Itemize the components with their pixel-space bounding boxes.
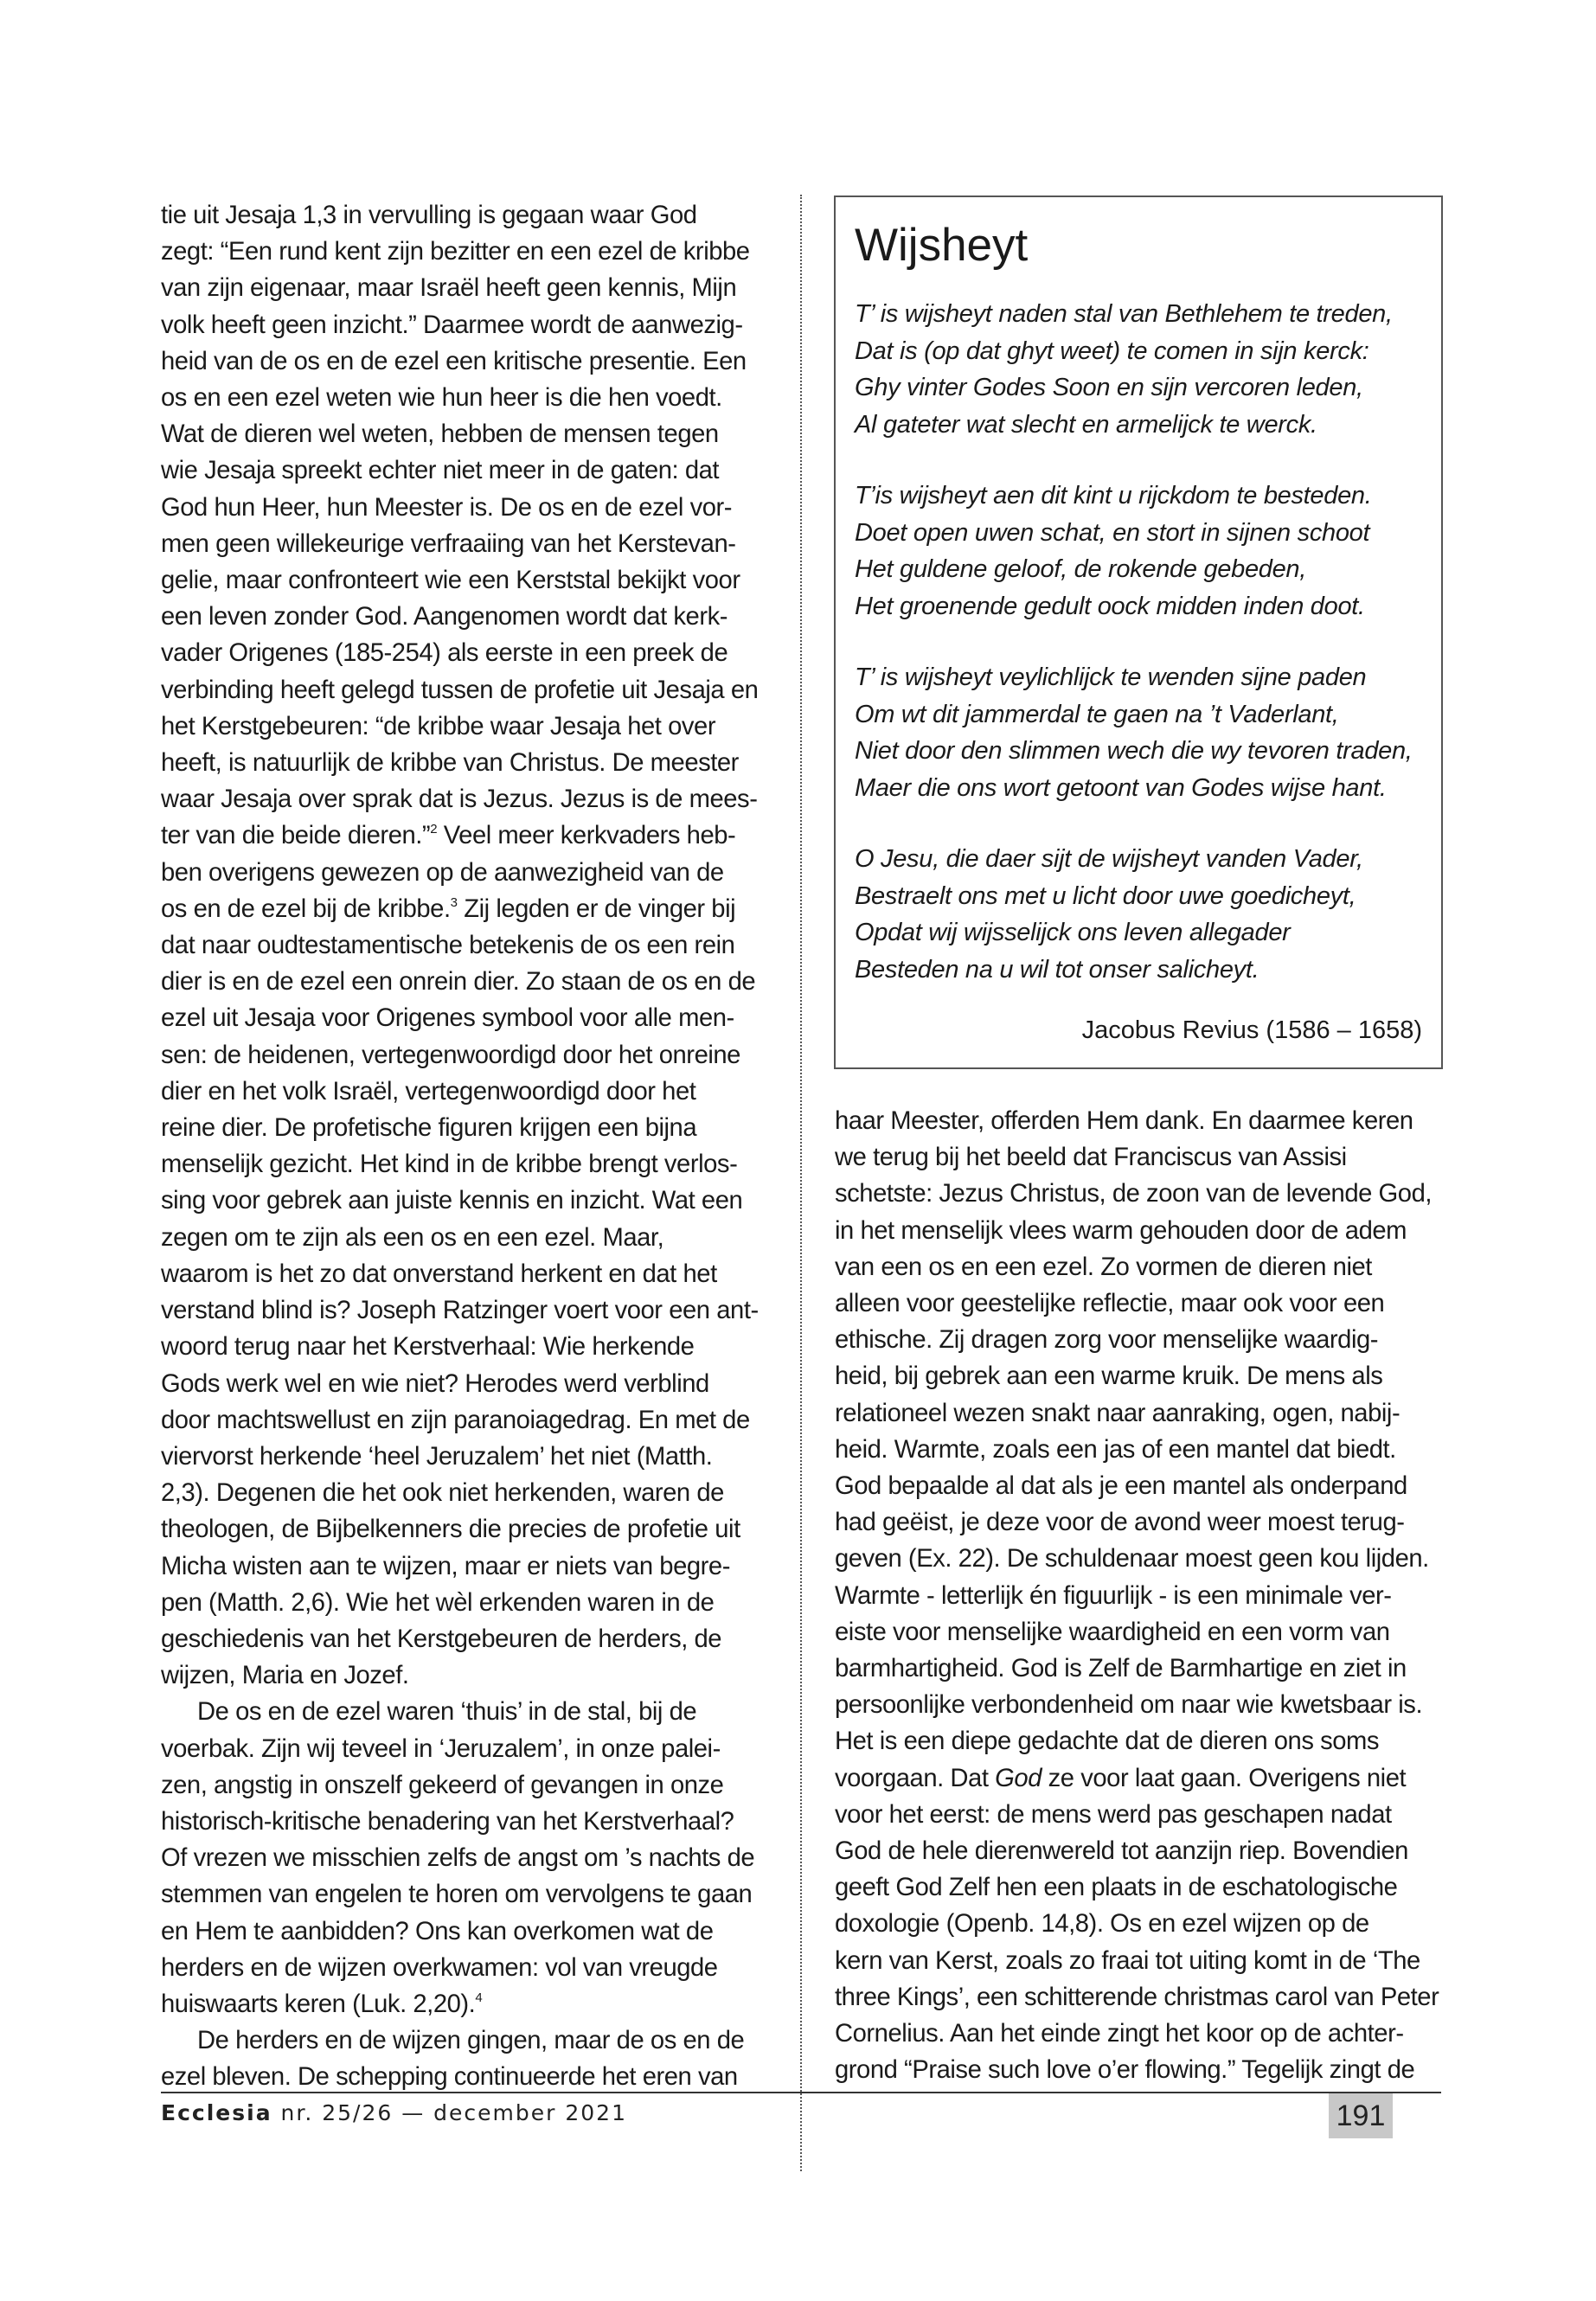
emphasis-god: God	[995, 1764, 1042, 1792]
text-line: barmhartigheid. God is Zelf de Barmhartige en ziet in	[835, 1655, 1407, 1683]
text-line: Gods werk wel en wie niet? Herodes werd verblind	[161, 1369, 709, 1398]
text-line: dat naar oudtestamentische betekenis de os een rein	[161, 932, 735, 960]
text-line: Het is een diepe gedachte dat de dieren ons soms	[835, 1727, 1380, 1756]
text-line: gelie, maar confronteert wie een Kerststal bekijkt voor	[161, 567, 740, 595]
text-line: waar Jesaja over sprak dat is Jezus. Jezus is de mees-	[161, 785, 758, 814]
poem-stanza-1	[855, 296, 1424, 443]
text-line: Maer die ons wort getoont van Godes wijse hant.	[855, 773, 1387, 802]
text-line: God bepaalde al dat als je een mantel als onderpand	[835, 1472, 1407, 1501]
text-line: wijzen, Maria en Jozef.	[161, 1662, 409, 1690]
footnote-ref-4: 4	[475, 1990, 483, 2005]
text-line: Warmte - letterlijk én figuurlijk - is een minimale ver-	[835, 1581, 1392, 1610]
text-line: herders en de wijzen overkwamen: vol van vreugde	[161, 1953, 718, 1982]
text-line: ben overigens gewezen op de aanwezigheid van de	[161, 858, 724, 887]
text-line: woord terug naar het Kerstverhaal: Wie herkende	[161, 1333, 695, 1362]
text-line: huiswaarts keren (Luk. 2,20).$^4$	[161, 1990, 483, 2018]
text-line: Het guldene geloof, de rokende gebeden,	[855, 555, 1307, 583]
text-line: zegt: “Een rund kent zijn bezitter en een ezel de kribbe	[161, 238, 750, 266]
text-line: van een os en een ezel. Zo vormen de dieren niet	[835, 1253, 1372, 1281]
text-line: pen (Matth. 2,6). Wie het wèl erkenden waren in de	[161, 1588, 715, 1617]
column-divider	[800, 195, 802, 2171]
text-line: geven (Ex. 22). De schuldenaar moest geen kou lijden.	[835, 1545, 1429, 1574]
text-line: Al gateter wat slecht en armelijck te werck.	[855, 410, 1317, 439]
text-line: eiste voor menselijke waardigheid en een vorm van	[835, 1618, 1390, 1646]
text-line: stemmen van engelen te horen om vervolgens te gaan	[161, 1881, 753, 1909]
text-line: ezel uit Jesaja voor Origenes symbool voor alle men-	[161, 1004, 734, 1033]
text-line: ezel bleven. De schepping continueerde het eren van	[161, 2063, 738, 2092]
text-line: een leven zonder God. Aangenomen wordt dat kerk-	[161, 603, 727, 631]
text-line: De os en de ezel waren ‘thuis’ in de stal, bij de	[197, 1698, 697, 1727]
poem-stanza-3	[855, 659, 1424, 806]
text-line: Ghy vinter Godes Soon en sijn vercoren leden,	[855, 374, 1363, 401]
text-line: geeft God Zelf hen een plaats in de eschatologische	[835, 1874, 1398, 1902]
text-line: heid, bij gebrek aan een warme kruik. De mens als	[835, 1362, 1383, 1391]
text-line: sen: de heidenen, vertegenwoordigd door het onreine	[161, 1041, 740, 1069]
text-line: Bestraelt ons met u licht door uwe goedicheyt,	[855, 881, 1356, 910]
text-line: menselijk gezicht. Het kind in de kribbe brengt verlos-	[161, 1150, 738, 1179]
text-line: geschiedenis van het Kerstgebeuren de herders, de	[161, 1625, 722, 1653]
issue-info: nr. 25/26 — december 2021	[272, 2100, 627, 2125]
text-line: God hun Heer, hun Meester is. De os en de ezel vor-	[161, 493, 733, 522]
text-line: three Kings’, een schitterende christmas carol van Peter	[835, 1983, 1439, 2011]
text-line: Cornelius. Aan het einde zingt het koor op de achter-	[835, 2020, 1404, 2048]
text-line: in het menselijk vlees warm gehouden door de adem	[835, 1216, 1407, 1245]
text-line: kern van Kerst, zoals zo fraai tot uiting komt in de ‘The	[835, 1946, 1420, 1975]
journal-name: Ecclesia	[161, 2100, 272, 2125]
text-line: Of vrezen we misschien zelfs de angst om ’s nachts de	[161, 1844, 755, 1873]
text-line: we terug bij het beeld dat Franciscus van Assisi	[835, 1144, 1347, 1172]
text-line: verbinding heeft gelegd tussen de profetie uit Jesaja en	[161, 676, 759, 704]
poem-stanza-2	[855, 478, 1424, 625]
poem-stanza-4	[855, 841, 1424, 988]
text-line: reine dier. De profetische figuren krijgen een bijna	[161, 1114, 697, 1143]
text-line: door machtswellust en zijn paranoiagedrag. En met de	[161, 1406, 750, 1434]
text-line: verstand blind is? Joseph Ratzinger voert voor een ant-	[161, 1297, 759, 1325]
text-line: heid van de os en de ezel een kritische presentie. Een	[161, 347, 747, 375]
text-line: God de hele dierenwereld tot aanzijn riep. Bovendien	[835, 1837, 1408, 1866]
left-column	[161, 197, 766, 2096]
text-line: os en de ezel bij de kribbe.$^3$ Zij legden er de vinger bij	[161, 894, 736, 923]
footnote-ref-2: 2	[430, 822, 438, 837]
text-line: O Jesu, die daer sijt de wijsheyt vanden Vader,	[855, 845, 1363, 873]
text-line: zegen om te zijn als een os en een ezel. Maar,	[161, 1223, 664, 1252]
text-line: Om wt dit jammerdal te gaen na ’t Vaderlant,	[855, 700, 1339, 728]
text-line: schetste: Jezus Christus, de zoon van de levende God,	[835, 1180, 1433, 1208]
text-line: Niet door den slimmen wech die wy tevoren traden,	[855, 737, 1413, 765]
text-line: heeft, is natuurlijk de kribbe van Christus. De meester	[161, 749, 739, 778]
text-line: van zijn eigenaar, maar Israël heeft geen kennis, Mijn	[161, 274, 737, 303]
footer-rule	[161, 2092, 1441, 2093]
text-line: zen, angstig in onszelf gekeerd of gevangen in onze	[161, 1771, 724, 1799]
page-number: 191	[1329, 2093, 1393, 2138]
paragraph-3	[161, 2022, 766, 2095]
text-line: 2,3). Degenen die het ook niet herkenden, waren de	[161, 1479, 724, 1508]
text-line: voor het eerst: de mens werd pas geschapen nadat	[835, 1800, 1392, 1829]
text-line: sing voor gebrek aan juiste kennis en inzicht. Wat een	[161, 1187, 743, 1215]
text-line: os en een ezel weten wie hun heer is die hen voedt.	[161, 384, 722, 413]
text-line: T’is wijsheyt aen dit kint u rijckdom te besteden.	[855, 482, 1372, 510]
text-line: T’ is wijsheyt naden stal van Bethlehem te treden,	[855, 300, 1393, 328]
text-line: alleen voor geestelijke reflectie, maar ook voor een	[835, 1290, 1385, 1318]
text-line: ter van die beide dieren.”$^2$ Veel meer kerkvaders heb-	[161, 822, 736, 850]
text-line: en Hem te aanbidden? Ons kan overkomen wat de	[161, 1917, 714, 1945]
text-line: T’ is wijsheyt veylichlijck te wenden sijne paden	[855, 663, 1367, 691]
text-line: dier is en de ezel een onrein dier. Zo staan de os en de	[161, 968, 756, 997]
text-line: haar Meester, offerden Hem dank. En daarmee keren	[835, 1107, 1413, 1135]
poem-attribution: Jacobus Revius (1586 – 1658)	[1081, 1016, 1422, 1044]
poem-box	[834, 195, 1443, 1069]
text-line: waarom is het zo dat onverstand herkent en dat het	[161, 1259, 717, 1288]
paragraph-2	[161, 1694, 766, 2022]
text-line: Doet open uwen schat, en stort in sijnen schoot	[855, 518, 1370, 547]
text-line: grond “Praise such love o’er flowing.” Tegelijk zingt de	[835, 2056, 1415, 2085]
text-line: had geëist, je deze voor de avond weer moest terug-	[835, 1509, 1405, 1537]
text-line: theologen, de Bijbelkenners die precies de profetie uit	[161, 1516, 740, 1544]
text-line: Wat de dieren wel weten, hebben de mensen tegen	[161, 420, 719, 449]
text-line: doxologie (Openb. 14,8). Os en ezel wijzen op de	[835, 1910, 1369, 1939]
text-line: volk heeft geen inzicht.” Daarmee wordt de aanwezig-	[161, 311, 743, 339]
footer-citation	[161, 2100, 627, 2125]
text-line: voorgaan. Dat God ze voor laat gaan. Overigens niet	[835, 1764, 1407, 1792]
text-line: vader Origenes (185-254) als eerste in een preek de	[161, 639, 728, 668]
text-line: De herders en de wijzen gingen, maar de os en de	[197, 2027, 745, 2055]
text-line: wie Jesaja spreekt echter niet meer in de gaten: dat	[161, 457, 720, 485]
text-line: Opdat wij wijsselijck ons leven allegader	[855, 919, 1291, 946]
text-line: Het groenende gedult oock midden inden doot.	[855, 592, 1365, 620]
text-line: men geen willekeurige verfraaiing van het Kerstevan-	[161, 529, 736, 558]
text-line: tie uit Jesaja 1,3 in vervulling is gegaan waar God	[161, 202, 697, 229]
text-line: Micha wisten aan te wijzen, maar er niets van begre-	[161, 1552, 730, 1580]
text-line: ethische. Zij dragen zorg voor menselijke waardig-	[835, 1326, 1379, 1355]
paragraph-right	[835, 1103, 1443, 2088]
text-line: heid. Warmte, zoals een jas of een mantel dat biedt.	[835, 1435, 1396, 1464]
text-line: het Kerstgebeuren: “de kribbe waar Jesaja het over	[161, 712, 716, 740]
text-line: historisch-kritische benadering van het Kerstverhaal?	[161, 1807, 734, 1836]
footnote-ref-3: 3	[450, 894, 458, 910]
text-line: voerbak. Zijn wij teveel in ‘Jeruzalem’, in onze palei-	[161, 1734, 721, 1763]
text-line: persoonlijke verbondenheid om naar wie kwetsbaar is.	[835, 1691, 1423, 1720]
text-line: relationeel wezen snakt naar aanraking, ogen, nabij-	[835, 1399, 1401, 1427]
text-line: dier en het volk Israël, vertegenwoordigd door het	[161, 1077, 696, 1106]
right-column	[835, 1103, 1443, 2088]
text-line: Dat is (op dat ghyt weet) te comen in sijn kerck:	[855, 336, 1369, 365]
text-line: viervorst herkende ‘heel Jeruzalem’ het niet (Matth.	[161, 1442, 713, 1471]
paragraph-1	[161, 197, 766, 1694]
poem-title: Wijsheyt	[855, 220, 1029, 271]
text-line: Besteden na u wil tot onser salicheyt.	[855, 955, 1259, 984]
